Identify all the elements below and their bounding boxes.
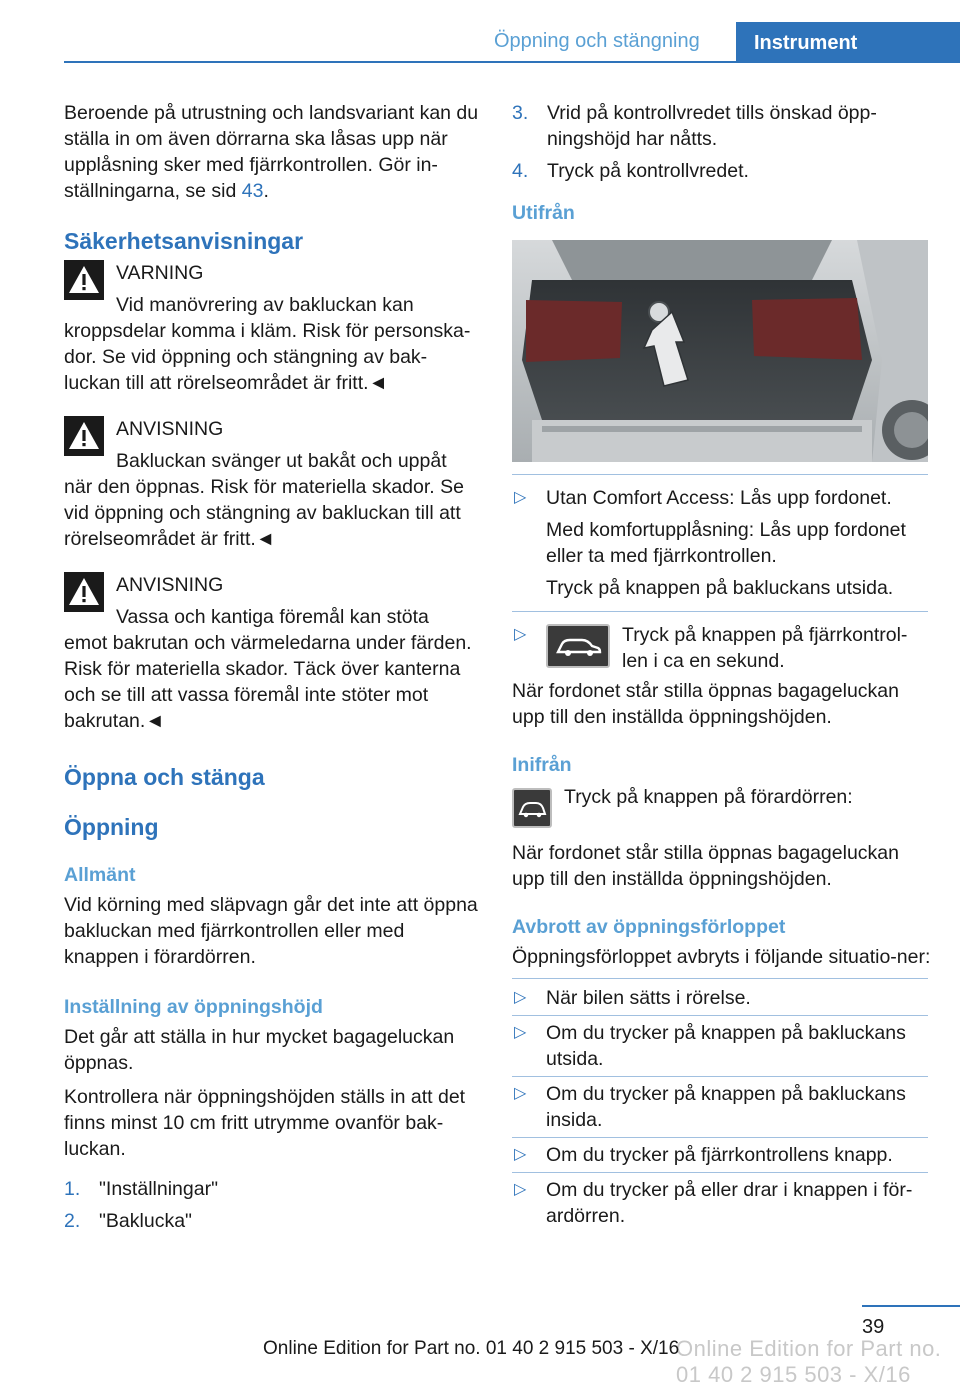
car-rear-illustration bbox=[512, 240, 928, 462]
notice-text-first: Bakluckan svänger ut bakåt och uppåt bbox=[116, 450, 447, 472]
warning-title: VARNING bbox=[116, 262, 204, 284]
notice-title: ANVISNING bbox=[116, 574, 224, 596]
notice-title: ANVISNING bbox=[116, 418, 224, 440]
step-number: 4. bbox=[512, 160, 529, 182]
abort-item bbox=[512, 1142, 932, 1168]
abort-item-text: Om du trycker på fjärrkontrollens knapp. bbox=[546, 1144, 893, 1166]
abort-heading: Avbrott av öppningsförloppet bbox=[512, 916, 786, 938]
step-text: Vrid på kontrollvredet tills önskad öpp-ningshöjd har nåtts. bbox=[547, 102, 877, 150]
general-heading: Allmänt bbox=[64, 864, 136, 886]
step-item bbox=[512, 158, 932, 184]
step-text: "Baklucka" bbox=[99, 1210, 192, 1232]
page-number: 39 bbox=[862, 1316, 885, 1338]
section-divider bbox=[512, 1015, 928, 1016]
step-text: "Inställningar" bbox=[99, 1178, 218, 1200]
left-column bbox=[64, 100, 480, 1240]
intro-end: . bbox=[263, 180, 269, 202]
step-number: 2. bbox=[64, 1210, 81, 1232]
header-chapter-tab bbox=[736, 22, 960, 62]
bullet-item bbox=[512, 485, 932, 511]
site-watermark: Online Edition for Part no. 01 40 2 915 503 - X/16 bbox=[676, 1336, 942, 1387]
height-setting-note: Kontrollera när öppningshöjden ställs in att det finns minst 10 cm fritt utrymme ovanför bak-luckan. bbox=[64, 1086, 466, 1160]
footer-rule bbox=[862, 1305, 960, 1307]
abort-item bbox=[512, 1020, 932, 1072]
header-chapter-label: Instrument bbox=[754, 32, 858, 54]
bullet-item bbox=[512, 622, 932, 674]
after-remote-text: När fordonet står stilla öppnas bagageluckan upp till den inställda öppningshöjden. bbox=[512, 680, 899, 728]
warning-block bbox=[64, 260, 480, 396]
outside-heading: Utifrån bbox=[512, 202, 575, 224]
bullet-triangle-icon: ▷ bbox=[514, 1085, 527, 1102]
notice-block bbox=[64, 416, 480, 552]
notice-text-rest: när den öppnas. Risk för materiella skador. Se vid öppning och stängning av bakluckan till att rörelseområdet är fritt.◄ bbox=[64, 476, 464, 550]
notice-block bbox=[64, 572, 480, 734]
section-divider bbox=[512, 978, 928, 979]
inside-heading: Inifrån bbox=[512, 754, 572, 776]
intro-paragraph bbox=[64, 100, 480, 204]
right-column bbox=[512, 100, 932, 1229]
warning-triangle-icon bbox=[64, 260, 104, 300]
bullet-triangle-icon: ▷ bbox=[514, 489, 527, 506]
bullet-subtext: Tryck på knappen på bakluckans utsida. bbox=[546, 577, 894, 599]
abort-item-text: Om du trycker på knappen på bakluckans insida. bbox=[546, 1083, 906, 1131]
header-section-title: Öppning och stängning bbox=[494, 30, 700, 52]
bullet-triangle-icon: ▷ bbox=[514, 1146, 527, 1163]
height-setting-heading: Inställning av öppningshöjd bbox=[64, 996, 323, 1018]
general-text: Vid körning med släpvagn går det inte att öppna bakluckan med fjärrkontrollen eller med knappen i förardörren. bbox=[64, 894, 478, 968]
notice-text-rest: emot bakrutan och värmeledarna under färden. Risk för materiella skador. Täck över kanterna och se till att vassa föremål inte stöter mot bakrutan.◄ bbox=[64, 632, 472, 732]
section-divider bbox=[512, 1137, 928, 1138]
abort-item bbox=[512, 1081, 932, 1133]
bullet-text: Utan Comfort Access: Lås upp fordonet. bbox=[546, 487, 892, 509]
opening-heading: Öppning bbox=[64, 814, 159, 840]
step-item bbox=[512, 100, 932, 152]
warning-text-rest: kroppsdelar komma i kläm. Risk för personska-dor. Se vid öppning och stängning av bak-luckan till att rörelseområdet är fritt.◄ bbox=[64, 320, 471, 394]
notice-text-first: Vassa och kantiga föremål kan stöta bbox=[116, 606, 429, 628]
warning-triangle-icon bbox=[64, 572, 104, 612]
height-setting-text: Det går att ställa in hur mycket bagageluckan öppnas. bbox=[64, 1026, 455, 1074]
header-rule bbox=[64, 61, 960, 63]
bullet-triangle-icon: ▷ bbox=[514, 1024, 527, 1041]
open-close-heading: Öppna och stänga bbox=[64, 764, 265, 790]
safety-heading: Säkerhetsanvisningar bbox=[64, 228, 304, 254]
bullet-triangle-icon: ▷ bbox=[514, 989, 527, 1006]
page-reference-link[interactable]: 43 bbox=[241, 180, 264, 202]
inside-text: Tryck på knappen på förardörren: bbox=[564, 786, 853, 808]
abort-item bbox=[512, 1177, 932, 1229]
bullet-subtext: Med komfortupplåsning: Lås upp fordonet eller ta med fjärrkontrollen. bbox=[546, 519, 906, 567]
tailgate-photo bbox=[512, 240, 928, 462]
section-divider bbox=[512, 1076, 928, 1077]
door-tailgate-button-icon bbox=[512, 788, 552, 828]
warning-triangle-icon bbox=[64, 416, 104, 456]
abort-item-text: Om du trycker på eller drar i knappen i för-ardörren. bbox=[546, 1179, 913, 1227]
page-header bbox=[0, 0, 960, 62]
step-text: Tryck på kontrollvredet. bbox=[547, 160, 749, 182]
abort-item-text: Om du trycker på knappen på bakluckans utsida. bbox=[546, 1022, 906, 1070]
section-divider bbox=[512, 1172, 928, 1173]
warning-text-first: Vid manövrering av bakluckan kan bbox=[116, 294, 414, 316]
bullet-text: Tryck på knappen på fjärrkontrol-len i ca en sekund. bbox=[622, 624, 908, 672]
abort-item bbox=[512, 985, 932, 1011]
abort-text: Öppningsförloppet avbryts i följande situatio-ner: bbox=[512, 946, 931, 968]
section-divider bbox=[512, 474, 928, 475]
remote-tailgate-key-icon bbox=[546, 624, 610, 668]
step-number: 3. bbox=[512, 102, 529, 124]
section-divider bbox=[512, 611, 928, 612]
step-item bbox=[64, 1208, 480, 1234]
steps-list-continued bbox=[512, 100, 932, 184]
intro-text: Beroende på utrustning och landsvariant kan du ställa in om även dörrarna ska låsas upp när upplåsning sker med fjärrkontrollen. Gör in-ställningarna, se sid bbox=[64, 102, 479, 202]
abort-item-text: När bilen sätts i rörelse. bbox=[546, 987, 751, 1009]
inside-instruction bbox=[512, 784, 932, 832]
edition-footer: Online Edition for Part no. 01 40 2 915 503 - X/16 bbox=[263, 1338, 680, 1359]
step-item bbox=[64, 1176, 480, 1202]
step-number: 1. bbox=[64, 1178, 81, 1200]
after-door-text: När fordonet står stilla öppnas bagageluckan upp till den inställda öppningshöjden. bbox=[512, 842, 899, 890]
bullet-triangle-icon: ▷ bbox=[514, 1181, 527, 1198]
steps-list bbox=[64, 1176, 480, 1234]
bullet-triangle-icon: ▷ bbox=[514, 626, 527, 643]
